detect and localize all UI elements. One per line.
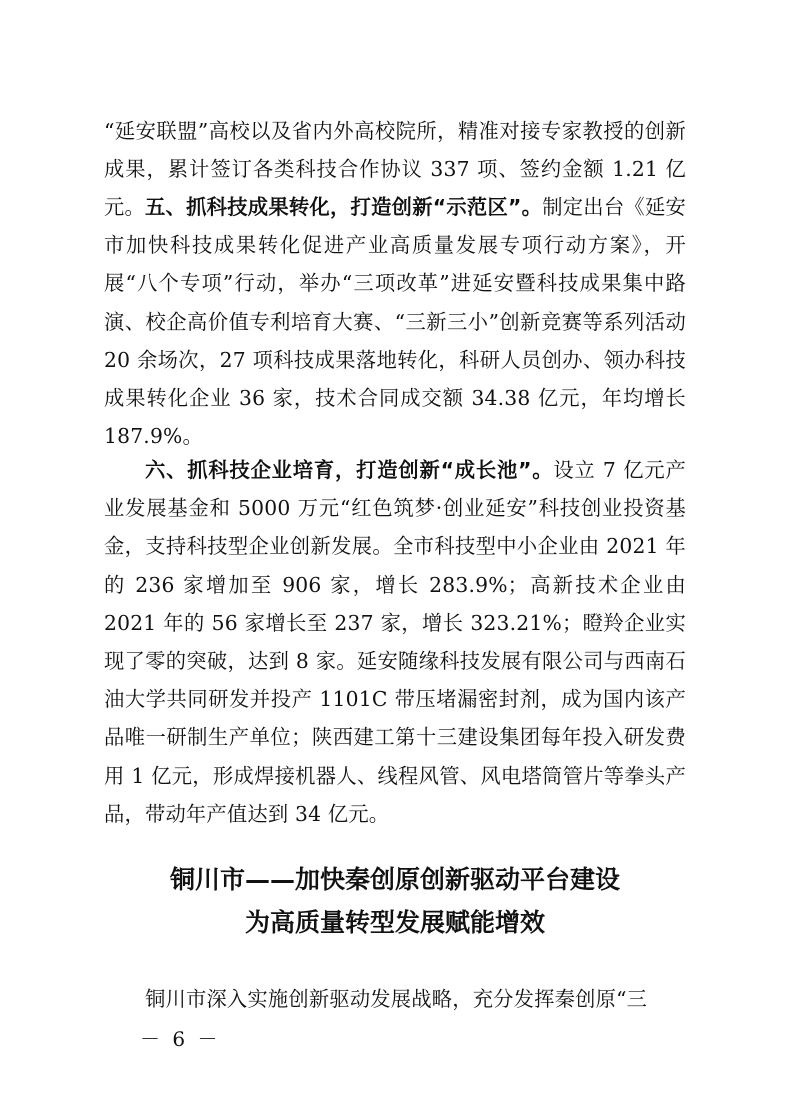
paragraph-section-six — [104, 451, 686, 833]
paragraph-text: 设立 7 亿元产业发展基金和 5000 万元“红色筑梦·创业延安”科技创业投资基金，支持科技型企业创新发展。全市科技型中小企业由 2021 年的 236 家增加至 906 家，增长 283.9%；高新技术企业由 2021 年的 56 家增长至 237 家，增长 323.21%；瞪羚企业实现了零的突破，达到 8 家。延安随缘科技发展有限公司与西南石油大学共同研发并投产 1101C 带压堵漏密封剂，成为国内该产品唯一研制生产单位；陕西建工第十三建设集团每年投入研发费用 1 亿元，形成焊接机器人、线程风管、风电塔筒管片等拳头产品，带动年产值达到 34 亿元。 — [104, 458, 686, 826]
paragraph-section-intro — [104, 980, 686, 1018]
paragraph-text: “延安联盟”高校以及省内外高校院所，精准对接专家教授的创新成果，累计签订各类科技合作协议 337 项、签约金额 1.21 亿元。 — [104, 119, 686, 220]
section-heading-line-2: 为高质量转型发展赋能增效 — [244, 908, 545, 937]
paragraph-text: 铜川市深入实施创新驱动发展战略，充分发挥秦创原“三 — [145, 987, 648, 1011]
paragraph-section-five — [104, 188, 686, 455]
section-heading-line-1: 铜川市——加快秦创原创新驱动平台建设 — [169, 865, 620, 894]
paragraph-lead-heading: 六、抓科技企业培育，打造创新“成长池”。 — [145, 458, 554, 482]
page-number: － 6 － — [140, 1027, 221, 1051]
paragraph-text: 制定出台《延安市加快科技成果转化促进产业高质量发展专项行动方案》，开展“八个专项”行动，举办“三项改革”进延安暨科技成果集中路演、校企高价值专利培育大赛、“三新三小”创新竞赛等系列活动 20 余场次，27 项科技成果落地转化，科研人员创办、领办科技成果转化企业 36 家，技术合同成交额 34.38 亿元，年均增长 187.9%。 — [104, 195, 686, 449]
paragraph-lead-heading: 五、抓科技成果转化，打造创新“示范区”。 — [145, 195, 543, 219]
